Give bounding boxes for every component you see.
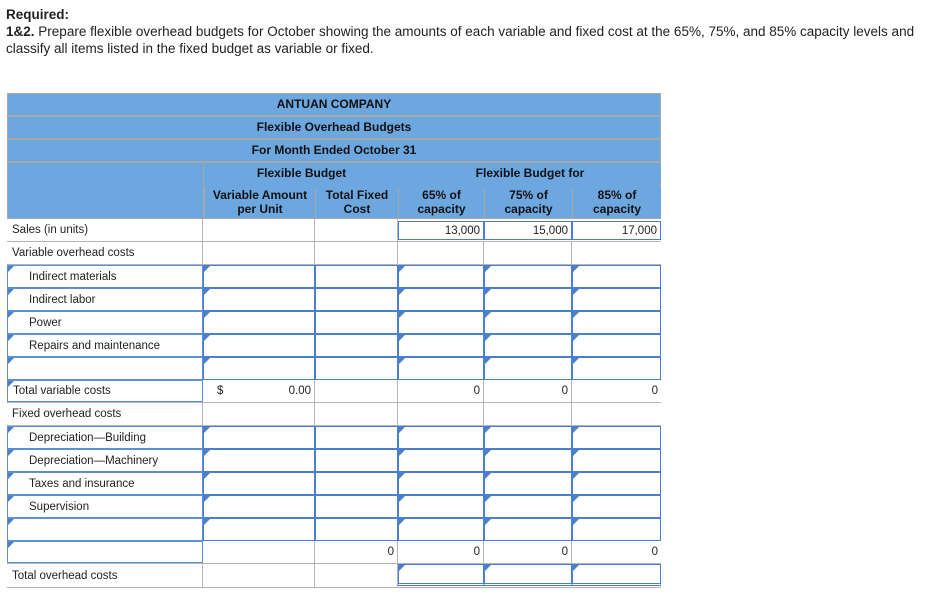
variable-item-label[interactable] [7,357,203,380]
variable-item-row [7,334,661,357]
variable-item-label[interactable]: Repairs and maintenance [7,334,203,357]
column-header-band [7,162,661,219]
variable-amount-input[interactable] [203,265,315,288]
capacity-85-input[interactable] [572,495,661,518]
total-variable-amount-cell [203,380,315,402]
blank-cell [315,564,398,587]
sales-75-input[interactable]: 15,000 [484,221,572,240]
capacity-65-input[interactable] [398,311,484,334]
fixed-item-label[interactable]: Taxes and insurance [7,472,203,495]
variable-amount-input[interactable] [203,311,315,334]
capacity-65-input[interactable] [398,334,484,357]
total-fixed-label[interactable] [7,541,203,563]
total-fixed-85: 0 [651,546,658,558]
capacity-85-input[interactable] [572,357,661,380]
fixed-cost-input[interactable] [315,288,398,311]
fixed-cost-input[interactable] [315,449,398,472]
total-overhead-85-input[interactable] [572,564,661,586]
capacity-65-input[interactable] [398,472,484,495]
blank-cell [398,403,484,425]
capacity-75-input[interactable] [484,472,572,495]
total-variable-row [7,380,661,403]
variable-amount-input[interactable] [203,472,315,495]
variable-amount-header: Variable Amount per Unit [204,188,316,218]
variable-item-row [7,265,661,288]
capacity-75-input[interactable] [484,449,572,472]
fixed-cost-input[interactable] [315,334,398,357]
fixed-item-label[interactable]: Depreciation—Building [7,426,203,449]
capacity-65-input[interactable] [398,357,484,380]
variable-amount-input[interactable] [203,495,315,518]
capacity-65-input[interactable] [398,518,484,541]
total-variable-75: 0 [484,380,572,402]
fixed-cost-input[interactable] [315,518,398,541]
fixed-section-label: Fixed overhead costs [7,403,203,425]
fixed-item-label[interactable]: Supervision [7,495,203,518]
sales-row [7,219,661,242]
capacity-85-input[interactable] [572,472,661,495]
total-variable-65: 0 [398,380,484,402]
sales-85-input[interactable]: 17,000 [572,221,661,240]
capacity-75-input[interactable] [484,518,572,541]
total-fixed-row [7,541,661,564]
variable-item-label[interactable]: Power [7,311,203,334]
variable-amount-input[interactable] [203,426,315,449]
variable-section-label: Variable overhead costs [7,242,203,264]
capacity-75-input[interactable] [484,357,572,380]
period-header: For Month Ended October 31 [7,139,661,162]
total-fixed-cost: 0 [315,541,398,563]
capacity-65-header: 65% of capacity [399,188,485,218]
total-variable-label[interactable]: Total variable costs [7,380,203,402]
sales-fixed-cell [315,219,398,241]
sales-variable-cell [203,219,315,241]
capacity-75-input[interactable] [484,334,572,357]
fixed-item-row [7,495,661,518]
variable-item-row [7,288,661,311]
header-blank [8,163,204,218]
variable-blank-row [7,357,661,380]
fixed-cost-input[interactable] [315,265,398,288]
fixed-cost-input[interactable] [315,472,398,495]
title-header: Flexible Overhead Budgets [7,116,661,139]
total-overhead-row [7,564,661,588]
variable-amount-input[interactable] [203,288,315,311]
fixed-cost-input[interactable] [315,426,398,449]
fixed-blank-row [7,518,661,541]
fixed-section-row [7,403,661,426]
variable-item-label[interactable]: Indirect labor [7,288,203,311]
blank-cell [203,242,315,264]
dollar-sign: $ [217,385,224,397]
fixed-cost-input[interactable] [315,495,398,518]
variable-amount-input[interactable] [203,518,315,541]
variable-amount-input[interactable] [203,334,315,357]
total-overhead-65-input[interactable] [398,564,484,586]
capacity-65-input[interactable] [398,426,484,449]
instructions [6,6,941,57]
blank-cell [484,242,572,264]
total-overhead-75-input[interactable] [484,564,572,586]
capacity-85-input[interactable] [572,265,661,288]
variable-item-row [7,311,661,334]
blank-cell [315,242,398,264]
capacity-85-input[interactable] [572,288,661,311]
fixed-cost-input[interactable] [315,357,398,380]
total-fixed-65: 0 [398,541,484,563]
fixed-item-row [7,472,661,495]
capacity-85-input[interactable] [572,426,661,449]
fixed-item-row [7,426,661,449]
instruction-text [6,23,941,57]
capacity-75-input[interactable] [484,288,572,311]
blank-cell [203,403,315,425]
fixed-item-label[interactable]: Depreciation—Machinery [7,449,203,472]
sales-label: Sales (in units) [7,219,203,241]
capacity-75-input[interactable] [484,265,572,288]
part-label: 1&2. [6,24,35,39]
capacity-75-input[interactable] [484,495,572,518]
capacity-85-input[interactable] [572,449,661,472]
capacity-65-input[interactable] [398,265,484,288]
total-fixed-75: 0 [484,541,572,563]
capacity-85-input[interactable] [572,334,661,357]
blank-cell [203,564,315,587]
total-variable-amount: 0.00 [288,385,311,397]
variable-amount-input[interactable] [203,357,315,380]
capacity-65-input[interactable] [398,495,484,518]
capacity-65-input[interactable] [398,449,484,472]
blank-cell [315,403,398,425]
flexible-budget-for-header: Flexible Budget for [399,166,661,182]
fixed-item-row [7,449,661,472]
capacity-75-input[interactable] [484,311,572,334]
fixed-item-label[interactable] [7,518,203,541]
capacity-75-header: 75% of capacity [485,188,573,218]
required-heading: Required: [6,7,70,22]
company-header: ANTUAN COMPANY [7,93,661,116]
blank-cell [315,380,398,402]
capacity-75-input[interactable] [484,426,572,449]
total-overhead-label: Total overhead costs [7,564,203,587]
flexible-budget-table [7,93,661,589]
fixed-cost-input[interactable] [315,311,398,334]
total-fixed-header: Total Fixed Cost [316,188,399,218]
variable-section-row [7,242,661,265]
blank-cell [398,242,484,264]
blank-cell [484,403,572,425]
capacity-85-input[interactable] [572,518,661,541]
capacity-85-input[interactable] [572,311,661,334]
flexible-budget-header: Flexible Budget [204,166,399,182]
instruction-body: Prepare flexible overhead budgets for October showing the amounts of each variable and fixed cost at the 65%, 75%, and 85% capacity levels and classify all items listed in the fixed budget as variable or fixed. [6,24,915,56]
capacity-85-header: 85% of capacity [573,188,661,218]
variable-amount-input[interactable] [203,449,315,472]
blank-cell [203,541,315,563]
total-variable-85: 0 [651,385,658,397]
capacity-65-input[interactable] [398,288,484,311]
sales-65-input[interactable]: 13,000 [398,221,484,240]
variable-item-label[interactable]: Indirect materials [7,265,203,288]
